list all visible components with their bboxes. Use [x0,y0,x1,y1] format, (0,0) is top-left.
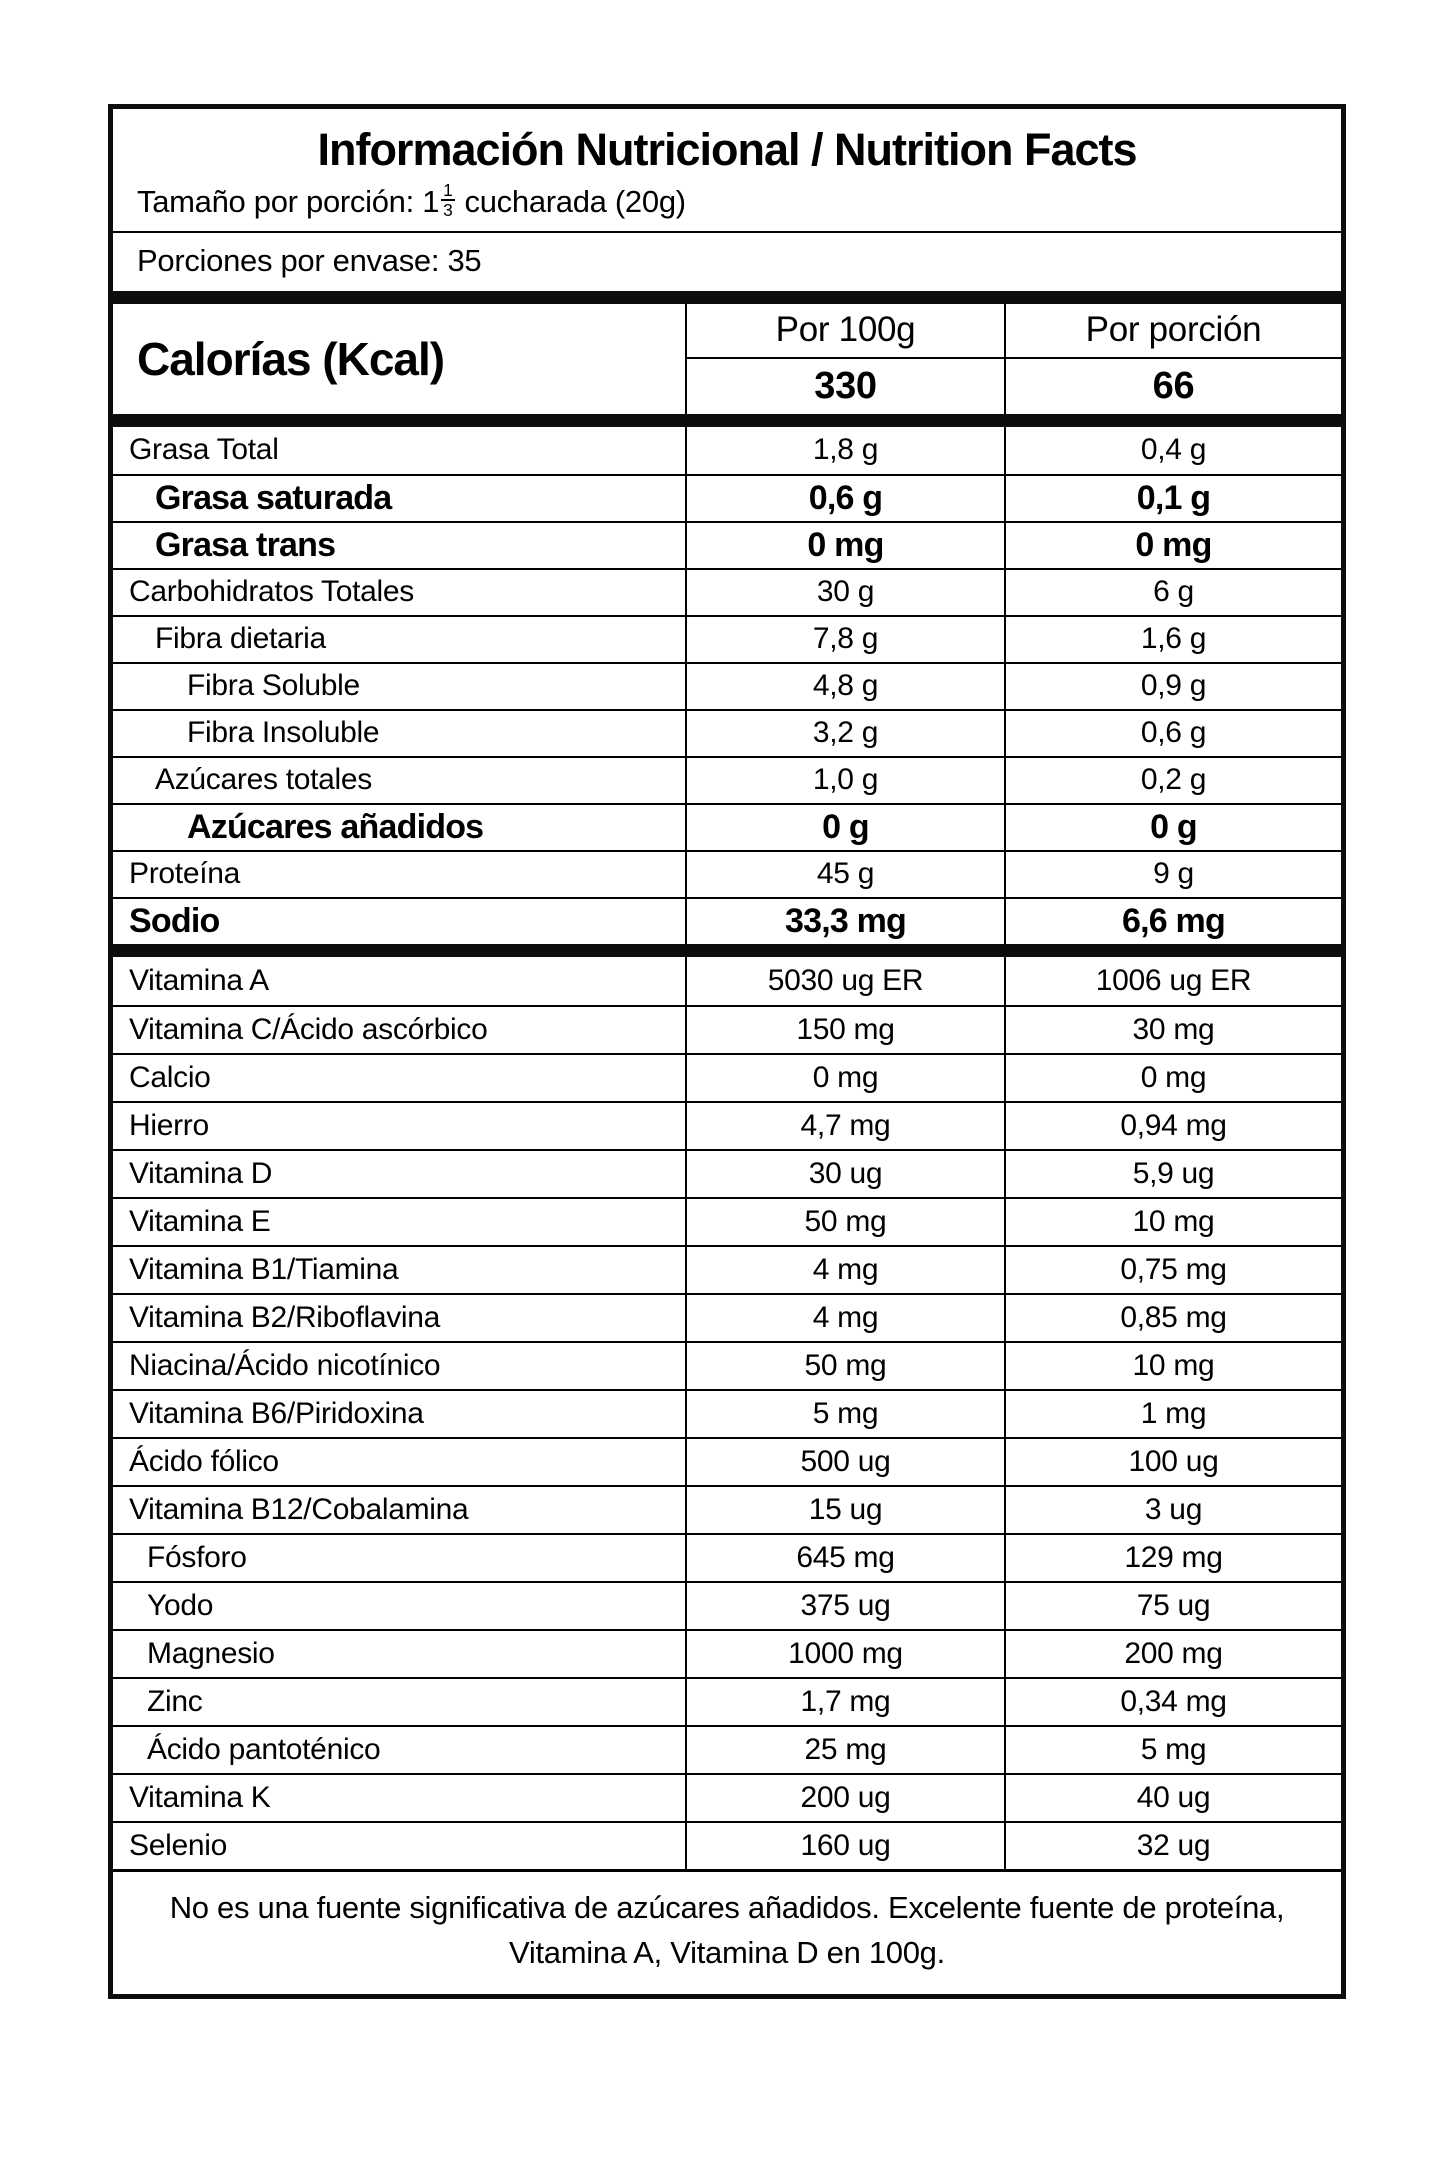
panel-title: Información Nutricional / Nutrition Facts [317,124,1137,175]
nutrient-per-100g-value: 645 mg [685,1535,1004,1581]
nutrient-per-100g-value: 5 mg [685,1391,1004,1437]
servings-per-container: Porciones por envase: 35 [137,242,482,278]
nutrient-row [113,615,1341,662]
footnote-row [113,1869,1341,1994]
nutrient-name: Fósforo [147,1540,247,1574]
nutrient-name: Ácido pantoténico [147,1732,381,1766]
nutrient-name: Grasa trans [155,525,336,564]
nutrient-per-portion-value: 32 ug [1004,1823,1341,1869]
nutrient-row [113,1005,1341,1053]
nutrient-row [113,803,1341,850]
nutrient-per-100g-value: 1,8 g [685,427,1004,474]
nutrient-row [113,756,1341,803]
calories-label: Calorías (Kcal) [137,332,445,385]
nutrient-per-portion-value: 10 mg [1004,1343,1341,1389]
nutrient-row [113,568,1341,615]
nutrient-name: Vitamina B2/Riboflavina [129,1300,441,1334]
nutrient-name: Yodo [147,1588,214,1622]
nutrient-per-portion-value: 0,1 g [1004,476,1341,521]
nutrient-row [113,957,1341,1005]
nutrient-per-100g-value: 200 ug [685,1775,1004,1821]
nutrient-name: Grasa Total [129,433,279,467]
thick-divider-top [113,291,1341,304]
nutrient-row [113,1773,1341,1821]
nutrient-name: Vitamina B1/Tiamina [129,1252,399,1286]
serving-fraction [441,181,454,219]
nutrient-per-portion-value: 1006 ug ER [1004,957,1341,1005]
nutrient-per-portion-value: 75 ug [1004,1583,1341,1629]
nutrient-per-portion-value: 0,85 mg [1004,1295,1341,1341]
nutrient-row [113,1389,1341,1437]
nutrient-per-100g-value: 500 ug [685,1439,1004,1485]
nutrient-per-portion-value: 0,94 mg [1004,1103,1341,1149]
nutrient-name: Calcio [129,1060,211,1094]
nutrient-name: Vitamina B6/Piridoxina [129,1396,424,1430]
nutrient-name: Ácido fólico [129,1444,279,1478]
nutrient-per-portion-value: 0 mg [1004,1055,1341,1101]
nutrient-name: Grasa saturada [155,478,392,517]
nutrient-per-portion-value: 0,9 g [1004,664,1341,709]
nutrient-name: Carbohidratos Totales [129,575,414,609]
nutrient-name: Vitamina C/Ácido ascórbico [129,1012,488,1046]
nutrient-per-portion-value: 129 mg [1004,1535,1341,1581]
calories-per-100g-value: 330 [814,364,877,407]
nutrient-per-portion-value: 0,4 g [1004,427,1341,474]
nutrient-per-100g-value: 160 ug [685,1823,1004,1869]
nutrient-row [113,521,1341,568]
nutrient-per-100g-value: 5030 ug ER [685,957,1004,1005]
nutrient-per-portion-value: 200 mg [1004,1631,1341,1677]
nutrient-row [113,1101,1341,1149]
nutrient-name: Azúcares totales [155,763,372,797]
nutrient-name: Proteína [129,857,241,891]
nutrient-per-100g-value: 4,8 g [685,664,1004,709]
serving-size-text: Tamaño por porción: 1 [137,183,440,219]
nutrient-per-100g-value: 30 g [685,570,1004,615]
nutrient-per-portion-value: 1,6 g [1004,617,1341,662]
nutrient-per-portion-value: 0,75 mg [1004,1247,1341,1293]
calories-per-portion-value: 66 [1152,364,1195,407]
nutrient-per-portion-value: 3 ug [1004,1487,1341,1533]
nutrient-name: Fibra Soluble [187,669,360,703]
serving-size-row [113,181,1341,233]
nutrient-per-portion-value: 6,6 mg [1004,899,1341,944]
fraction-denominator: 3 [443,199,453,220]
per-100g-header: Por 100g [687,304,1004,359]
nutrient-per-portion-value: 10 mg [1004,1199,1341,1245]
nutrient-per-100g-value: 0 g [685,805,1004,850]
nutrient-row [113,709,1341,756]
nutrient-per-100g-value: 4 mg [685,1295,1004,1341]
nutrient-row [113,1533,1341,1581]
nutrient-per-portion-value: 100 ug [1004,1439,1341,1485]
nutrient-per-100g-value: 50 mg [685,1199,1004,1245]
nutrient-name: Azúcares añadidos [187,807,484,846]
nutrient-per-100g-value: 45 g [685,852,1004,897]
nutrient-name: Vitamina E [129,1204,271,1238]
calories-section [113,304,1341,414]
nutrient-name: Vitamina D [129,1156,273,1190]
nutrient-per-portion-value: 0 g [1004,805,1341,850]
nutrient-per-100g-value: 25 mg [685,1727,1004,1773]
nutrient-per-portion-value: 30 mg [1004,1007,1341,1053]
nutrient-row [113,662,1341,709]
per-portion-column [1004,304,1341,414]
nutrient-per-100g-value: 1,7 mg [685,1679,1004,1725]
nutrient-per-100g-value: 375 ug [685,1583,1004,1629]
nutrient-row [113,474,1341,521]
nutrient-row [113,1821,1341,1869]
footnote-text: No es una fuente significativa de azúcares añadidos. Excelente fuente de proteína, Vitamina A, Vitamina D en 100g. [169,1889,1285,1970]
nutrient-per-100g-value: 4,7 mg [685,1103,1004,1149]
nutrient-row [113,1581,1341,1629]
nutrient-per-portion-value: 0,6 g [1004,711,1341,756]
per-portion-header: Por porción [1006,304,1341,359]
nutrient-per-100g-value: 4 mg [685,1247,1004,1293]
nutrient-per-100g-value: 1,0 g [685,758,1004,803]
nutrient-name: Fibra dietaria [155,622,326,656]
nutrient-name: Hierro [129,1108,209,1142]
thick-divider-sodium [113,944,1341,957]
nutrient-per-portion-value: 9 g [1004,852,1341,897]
thick-divider-calories [113,414,1341,427]
nutrient-per-100g-value: 30 ug [685,1151,1004,1197]
nutrient-per-portion-value: 5 mg [1004,1727,1341,1773]
nutrient-per-portion-value: 0 mg [1004,523,1341,568]
nutrient-row [113,1197,1341,1245]
nutrient-per-100g-value: 0 mg [685,523,1004,568]
nutrient-name: Vitamina A [129,963,269,997]
per-100g-column [685,304,1004,414]
nutrient-per-100g-value: 33,3 mg [685,899,1004,944]
nutrient-per-portion-value: 0,2 g [1004,758,1341,803]
nutrient-name: Zinc [147,1684,203,1718]
nutrient-name: Magnesio [147,1636,275,1670]
nutrition-facts-panel [108,104,1346,1999]
nutrient-name: Vitamina K [129,1780,271,1814]
nutrient-per-portion-value: 6 g [1004,570,1341,615]
macronutrients-table [113,427,1341,944]
nutrient-per-100g-value: 0,6 g [685,476,1004,521]
nutrient-per-100g-value: 1000 mg [685,1631,1004,1677]
nutrient-per-100g-value: 0 mg [685,1055,1004,1101]
nutrient-name: Fibra Insoluble [187,716,380,750]
nutrient-name: Sodio [129,901,220,940]
nutrient-per-portion-value: 1 mg [1004,1391,1341,1437]
nutrient-name: Vitamina B12/Cobalamina [129,1492,469,1526]
nutrient-row [113,1485,1341,1533]
nutrient-name: Niacina/Ácido nicotínico [129,1348,441,1382]
nutrient-row [113,897,1341,944]
nutrient-row [113,1149,1341,1197]
nutrient-row [113,1341,1341,1389]
nutrient-row [113,1245,1341,1293]
nutrient-per-portion-value: 40 ug [1004,1775,1341,1821]
nutrient-row [113,1053,1341,1101]
nutrient-row [113,1629,1341,1677]
micronutrients-table [113,957,1341,1869]
nutrient-per-100g-value: 50 mg [685,1343,1004,1389]
serving-size-unit: cucharada (20g) [464,183,686,219]
nutrient-row [113,1437,1341,1485]
nutrient-row [113,850,1341,897]
nutrient-per-100g-value: 150 mg [685,1007,1004,1053]
nutrient-per-100g-value: 7,8 g [685,617,1004,662]
nutrient-row [113,427,1341,474]
nutrient-row [113,1677,1341,1725]
nutrient-name: Selenio [129,1828,227,1862]
nutrient-row [113,1725,1341,1773]
nutrient-row [113,1293,1341,1341]
nutrient-per-portion-value: 5,9 ug [1004,1151,1341,1197]
fraction-numerator: 1 [443,179,453,200]
nutrient-per-100g-value: 3,2 g [685,711,1004,756]
nutrient-per-portion-value: 0,34 mg [1004,1679,1341,1725]
nutrient-per-100g-value: 15 ug [685,1487,1004,1533]
